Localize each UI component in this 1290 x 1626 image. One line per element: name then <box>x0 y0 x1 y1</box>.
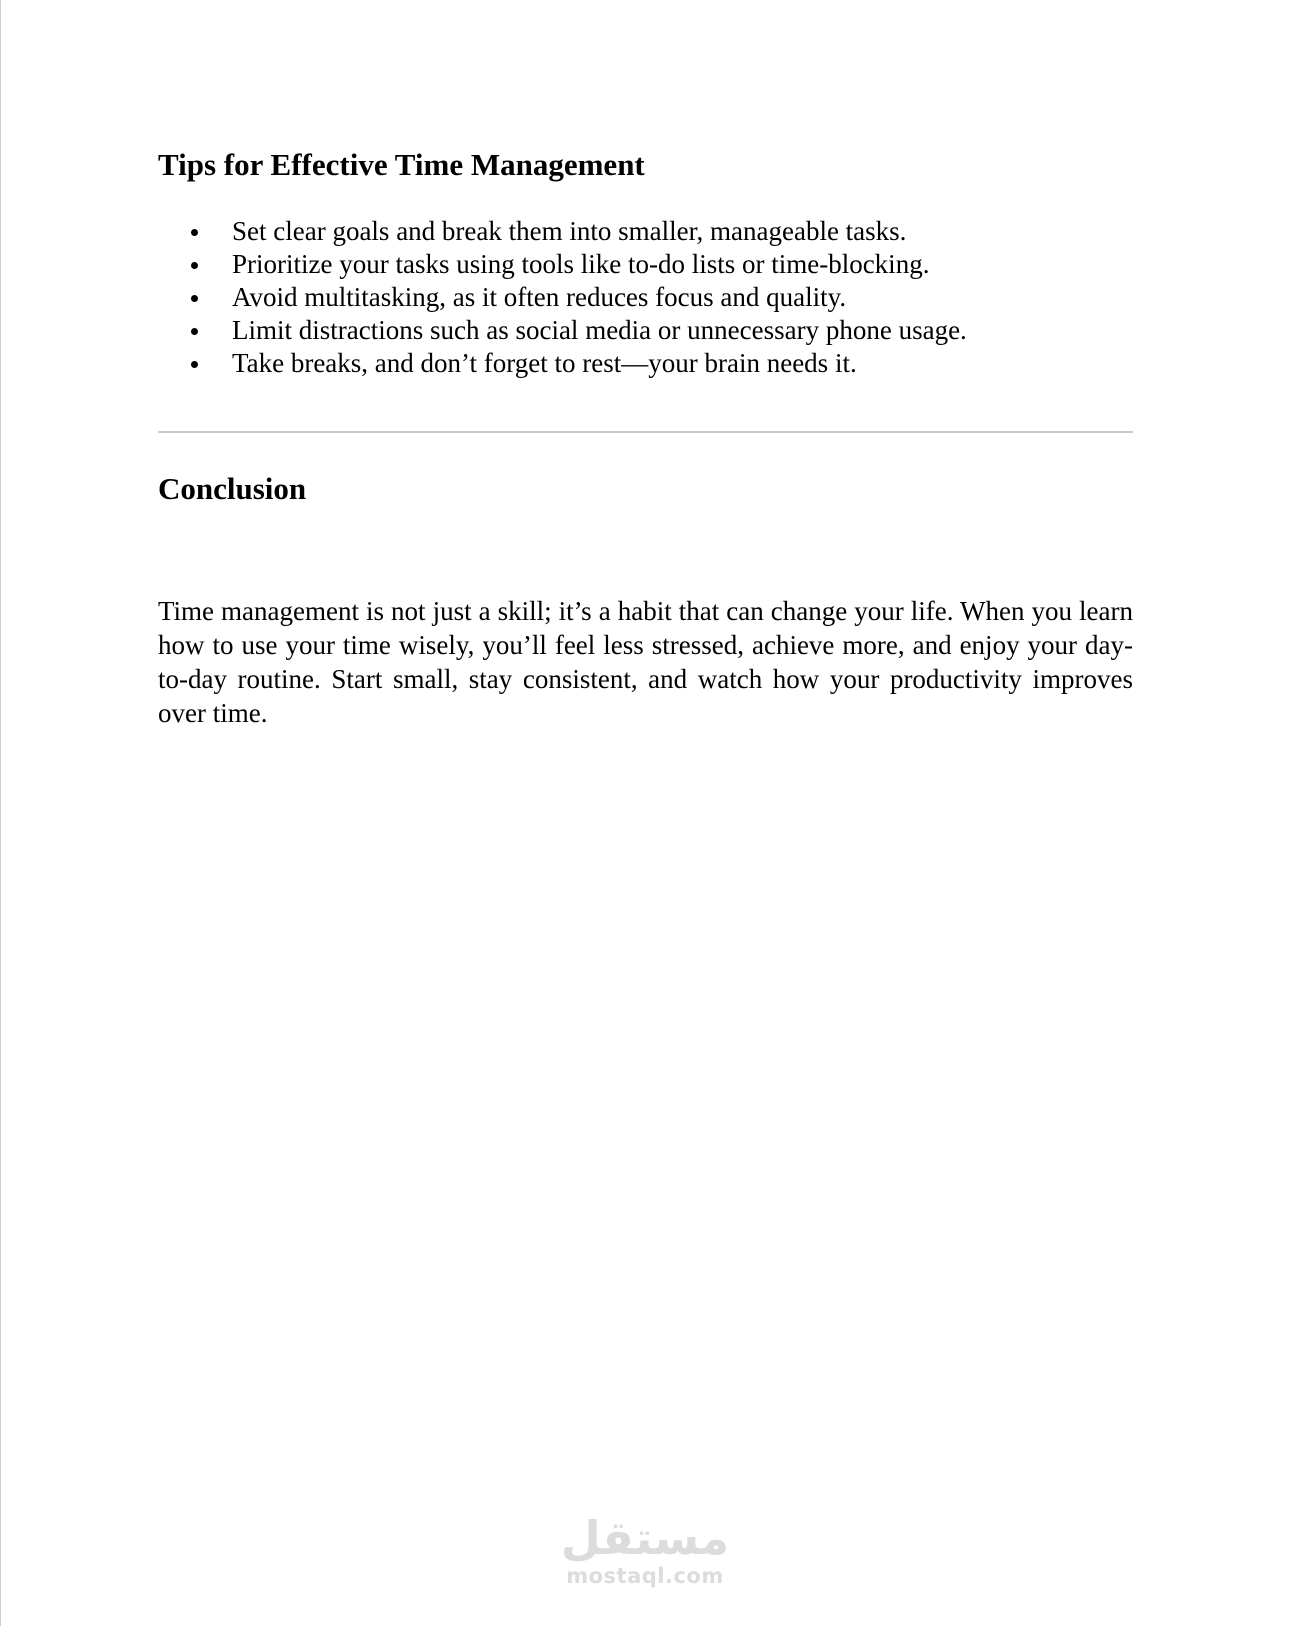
conclusion-heading: Conclusion <box>158 471 307 506</box>
tips-heading: Tips for Effective Time Management <box>158 147 645 182</box>
bullet-icon <box>191 262 198 269</box>
tips-list <box>158 215 1133 380</box>
list-item <box>158 215 1133 248</box>
list-item-text: Take breaks, and don’t forget to rest—your brain needs it. <box>232 348 857 378</box>
list-item <box>158 314 1133 347</box>
list-item-text: Prioritize your tasks using tools like to-do lists or time-blocking. <box>232 249 930 279</box>
section-divider <box>158 431 1133 433</box>
list-item <box>158 281 1133 314</box>
watermark-domain: mostaql.com <box>566 1564 724 1588</box>
bullet-icon <box>191 328 198 335</box>
page-edge <box>0 0 1 1626</box>
watermark <box>0 1512 1290 1588</box>
list-item-text: Limit distractions such as social media or unnecessary phone usage. <box>232 315 967 345</box>
list-item <box>158 347 1133 380</box>
bullet-icon <box>191 361 198 368</box>
bullet-icon <box>191 295 198 302</box>
conclusion-paragraph: Time management is not just a skill; it’s a habit that can change your life. When you learn how to use your time wisely, you’ll feel less stressed, achieve more, and enjoy your day-to-day routine. Start small, stay consistent, and watch how your productivity improves over time. <box>158 596 1133 728</box>
list-item <box>158 248 1133 281</box>
bullet-icon <box>191 229 198 236</box>
list-item-text: Set clear goals and break them into smaller, manageable tasks. <box>232 216 907 246</box>
list-item-text: Avoid multitasking, as it often reduces focus and quality. <box>232 282 847 312</box>
watermark-logo: مستقل <box>560 1511 730 1565</box>
